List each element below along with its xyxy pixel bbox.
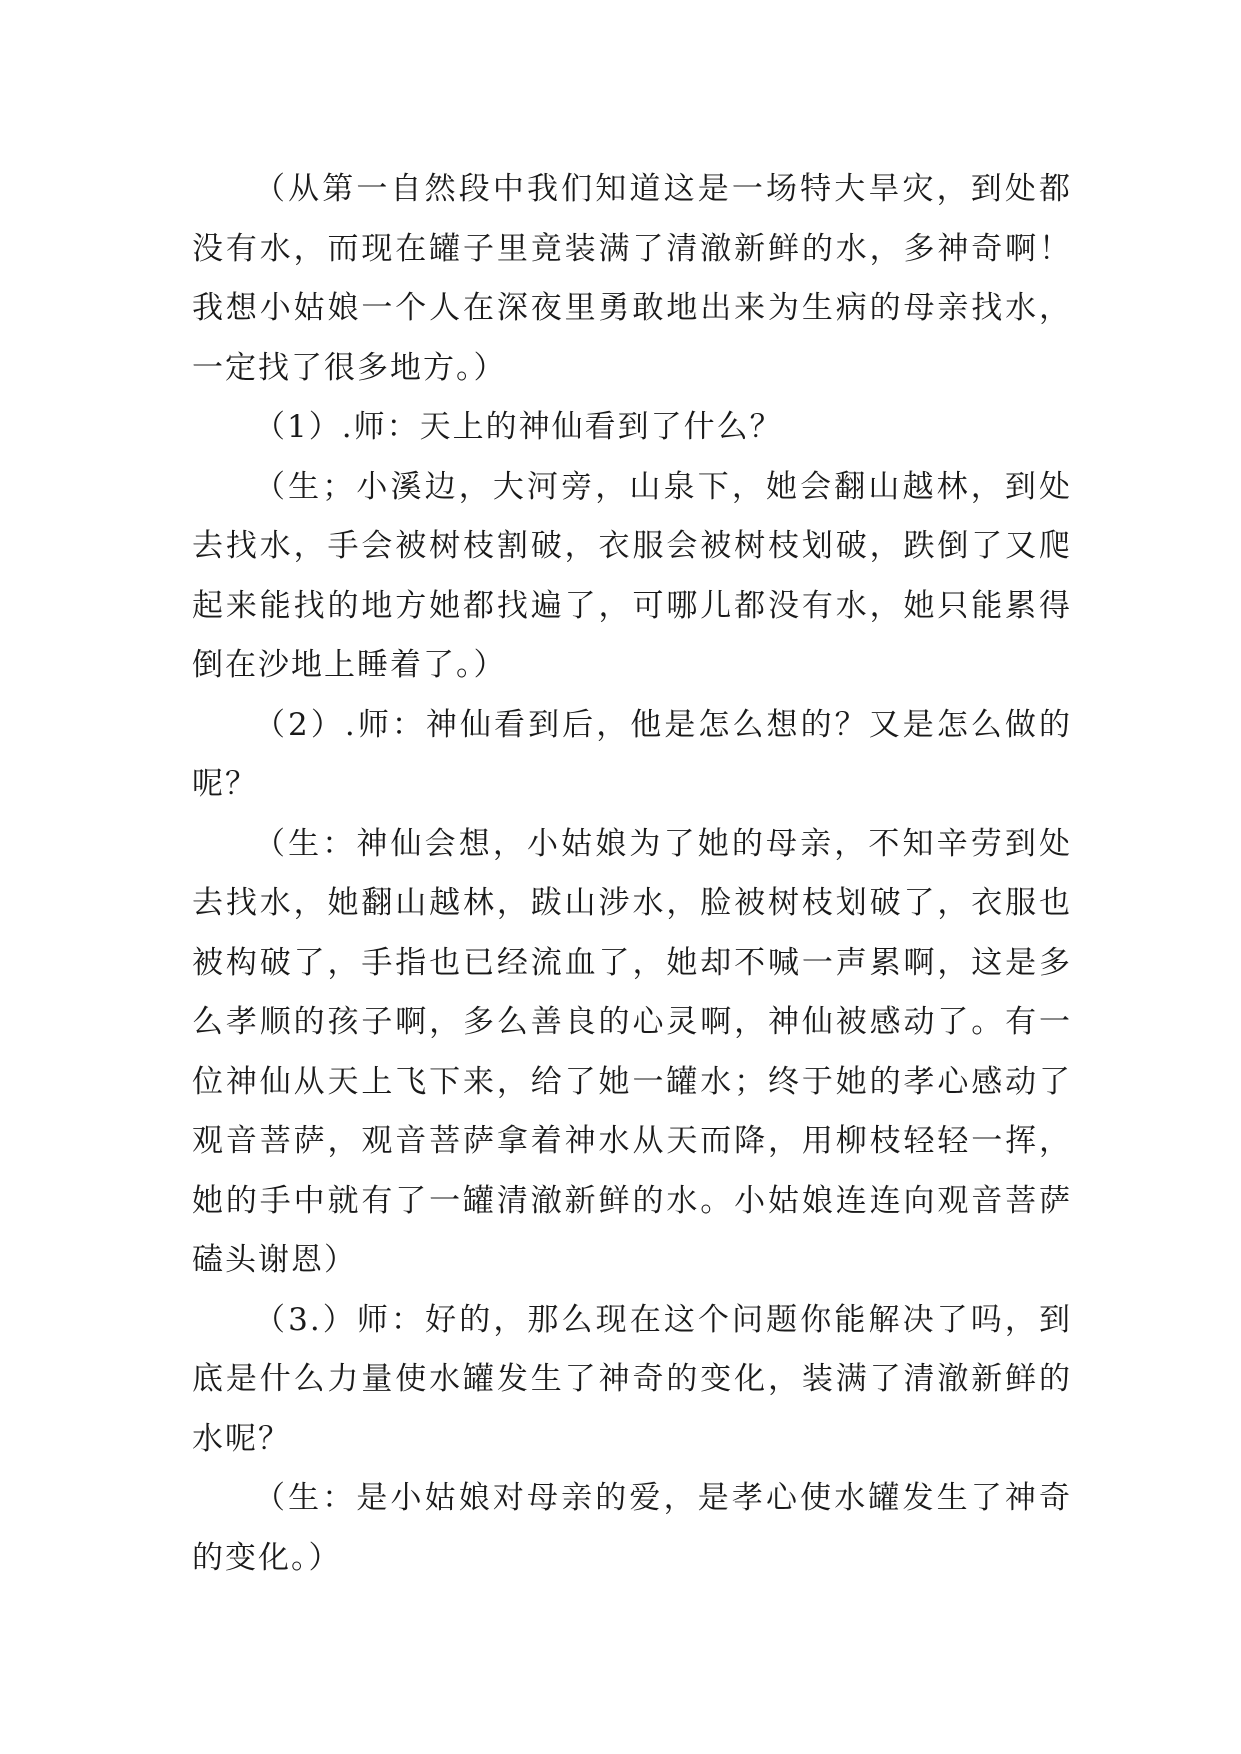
paragraph-question-1: （1）.师：天上的神仙看到了什么？: [254, 409, 783, 445]
paragraph-answer-2: （生：神仙会想，小姑娘为了她的母亲，不知辛劳到处去找水，她翻山越林，跋山涉水，脸被树枝划破了，衣服也被构破了，手指也已经流血了，她却不喊一声累啊，这是多么孝顺的孩子啊，多么善良的心灵啊，神仙被感动了。有一位神仙从天上飞下来，给了她一罐水；终于她的孝心感动了观音菩萨，观音菩萨拿着神水从天而降，用柳枝轻轻一挥，她的手中就有了一罐清澈新鲜的水。小姑娘连连向观音菩萨磕头谢恩）: [192, 825, 1072, 1278]
paragraph-question-3: （3.）师：好的，那么现在这个问题你能解决了吗，到底是什么力量使水罐发生了神奇的变化，装满了清澈新鲜的水呢？: [192, 1301, 1072, 1457]
paragraph-answer-3: （生：是小姑娘对母亲的爱，是孝心使水罐发生了神奇的变化。）: [192, 1480, 1072, 1576]
paragraph-answer-1: （生；小溪边，大河旁，山泉下，她会翻山越林，到处去找水，手会被树枝割破，衣服会被树枝划破，跌倒了又爬起来能找的地方她都找遍了，可哪儿都没有水，她只能累得倒在沙地上睡着了。）: [192, 468, 1072, 683]
paragraph-drought-intro: （从第一自然段中我们知道这是一场特大旱灾，到处都没有水，而现在罐子里竟装满了清澈新鲜的水，多神奇啊！我想小姑娘一个人在深夜里勇敢地出来为生病的母亲找水，一定找了很多地方。）: [192, 171, 1072, 386]
document-page: [192, 160, 1072, 1588]
paragraph-question-2: （2）.师：神仙看到后，他是怎么想的？又是怎么做的呢？: [192, 706, 1072, 802]
